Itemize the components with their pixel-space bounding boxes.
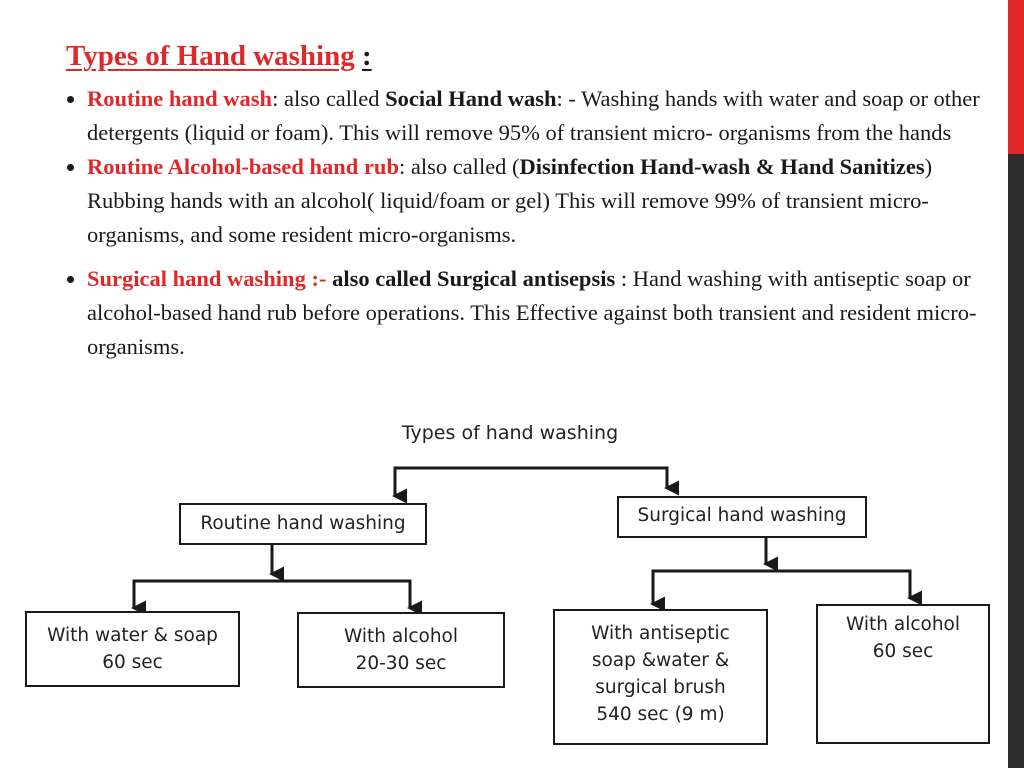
box-water-soap: With water & soap 60 sec bbox=[25, 611, 240, 687]
bullet-alcohol-hand-rub: Routine Alcohol-based hand rub: also called (Disinfection Hand-wash & Hand Sanitizes) Rubbing hands with an alcohol( liquid/foam or gel) This will remove 99% of transient micro-organisms, and some resident micro-organisms. bbox=[66, 150, 996, 252]
box-surgical-alcohol: With alcohol 60 sec bbox=[816, 604, 990, 744]
connector-top bbox=[395, 468, 667, 488]
box-routine-hand-washing: Routine hand washing bbox=[179, 503, 427, 545]
box-surgical-hand-washing: Surgical hand washing bbox=[617, 496, 867, 538]
bullet-surgical-hand-washing: Surgical hand washing :- also called Surgical antisepsis : Hand washing with antiseptic soap or alcohol-based hand rub before operations. This Effective against both transient and resident micro-organisms. bbox=[66, 262, 996, 364]
box-antiseptic: With antiseptic soap &water & surgical brush 540 sec (9 m) bbox=[553, 609, 768, 745]
diagram-title: Types of hand washing bbox=[401, 422, 619, 444]
accent-bar-dark bbox=[1008, 154, 1024, 768]
hand-washing-diagram bbox=[0, 404, 1000, 768]
accent-bar-red bbox=[1008, 0, 1024, 154]
bullet-routine-hand-wash: Routine hand wash: also called Social Hand wash: - Washing hands with water and soap or other detergents (liquid or foam). This will remove 95% of transient micro- organisms from the hands bbox=[66, 82, 996, 150]
connector-surgical bbox=[653, 571, 910, 602]
connector-routine bbox=[134, 581, 410, 602]
page-title: Types of Hand washing : bbox=[66, 40, 372, 72]
box-routine-alcohol: With alcohol 20-30 sec bbox=[297, 612, 505, 688]
bullet-list bbox=[66, 82, 996, 364]
